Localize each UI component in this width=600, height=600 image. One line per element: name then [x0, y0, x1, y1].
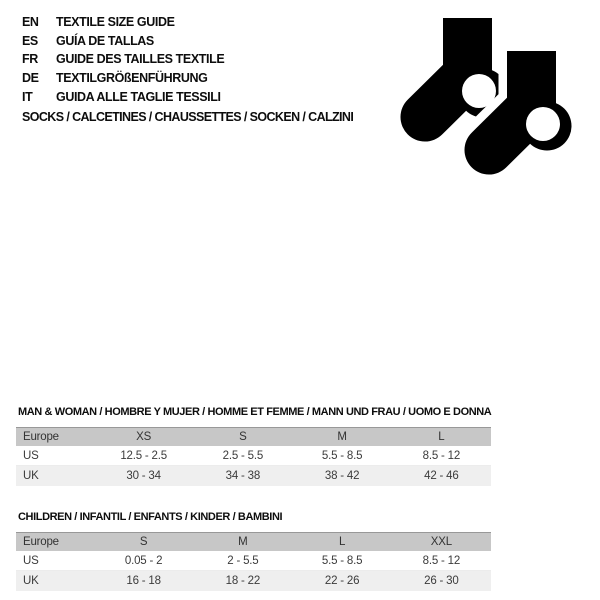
region-label: UK: [23, 575, 39, 587]
region-label: US: [23, 449, 39, 462]
region-label: US: [23, 554, 39, 567]
language-label: GUIDA ALLE TAGLIE TESSILI: [56, 89, 221, 104]
language-row-de: [22, 69, 224, 88]
language-code: DE: [22, 71, 39, 86]
column-header-size: L: [339, 536, 346, 548]
socks-icon: [399, 13, 573, 181]
language-row-it: [22, 87, 224, 106]
language-row-fr: [22, 50, 224, 69]
adult-table-title: MAN & WOMAN / HOMBRE Y MUJER / HOMME ET FEMME / MANN UND FRAU / UOMO E DONNA: [18, 406, 492, 418]
column-header-size: XXL: [430, 536, 452, 548]
language-label: TEXTILE SIZE GUIDE: [56, 15, 175, 30]
language-label: GUIDE DES TAILLES TEXTILE: [56, 52, 225, 67]
size-value: 22 - 26: [324, 575, 360, 587]
language-code: FR: [22, 52, 38, 67]
children-table-header-row: [16, 532, 491, 551]
size-value: 8.5 - 12: [422, 554, 461, 567]
column-header-size: S: [239, 431, 247, 443]
language-label: GUÍA DE TALLAS: [56, 33, 154, 48]
children-table: [16, 532, 491, 591]
table-row-us: [16, 551, 491, 571]
size-value: 5.5 - 8.5: [321, 449, 363, 462]
size-value: 16 - 18: [126, 575, 161, 587]
column-header-size: L: [438, 431, 445, 443]
category-title: SOCKS / CALCETINES / CHAUSSETTES / SOCKEN / CALZINI: [22, 110, 354, 124]
size-value: 38 - 42: [324, 470, 360, 482]
size-value: 2 - 5.5: [227, 554, 259, 567]
adult-table-header-row: [16, 427, 491, 446]
region-label: UK: [23, 470, 39, 482]
adult-table: [16, 427, 491, 486]
size-value: 8.5 - 12: [422, 449, 461, 462]
size-value: 30 - 34: [126, 470, 161, 482]
column-header-size: M: [337, 431, 347, 443]
socks-icon-svg: [399, 13, 573, 181]
size-value: 2.5 - 5.5: [222, 449, 264, 462]
language-list: [22, 13, 224, 106]
adult-size-table: [16, 406, 491, 486]
table-row-us: [16, 446, 491, 466]
children-size-table: [16, 511, 491, 591]
language-code: ES: [22, 33, 38, 48]
language-code: EN: [22, 15, 39, 30]
size-value: 42 - 46: [424, 470, 459, 482]
size-value: 26 - 30: [424, 575, 459, 587]
language-code: IT: [22, 89, 33, 104]
column-header-size: S: [139, 536, 148, 548]
column-header-size: XS: [136, 431, 152, 443]
column-header-region: Europe: [23, 536, 59, 548]
column-header-size: M: [238, 536, 248, 548]
size-value: 34 - 38: [225, 470, 261, 482]
table-row-uk: [16, 466, 491, 486]
language-row-en: [22, 13, 224, 32]
language-label: TEXTILGRÖßENFÜHRUNG: [56, 71, 208, 86]
column-header-region: Europe: [23, 431, 59, 443]
table-row-uk: [16, 571, 491, 591]
language-row-es: [22, 32, 224, 51]
size-value: 5.5 - 8.5: [321, 554, 363, 567]
size-value: 12.5 - 2.5: [120, 449, 167, 462]
size-value: 18 - 22: [225, 575, 261, 587]
children-table-title: CHILDREN / INFANTIL / ENFANTS / KINDER / BAMBINI: [18, 511, 283, 523]
size-value: 0.05 - 2: [124, 554, 163, 567]
